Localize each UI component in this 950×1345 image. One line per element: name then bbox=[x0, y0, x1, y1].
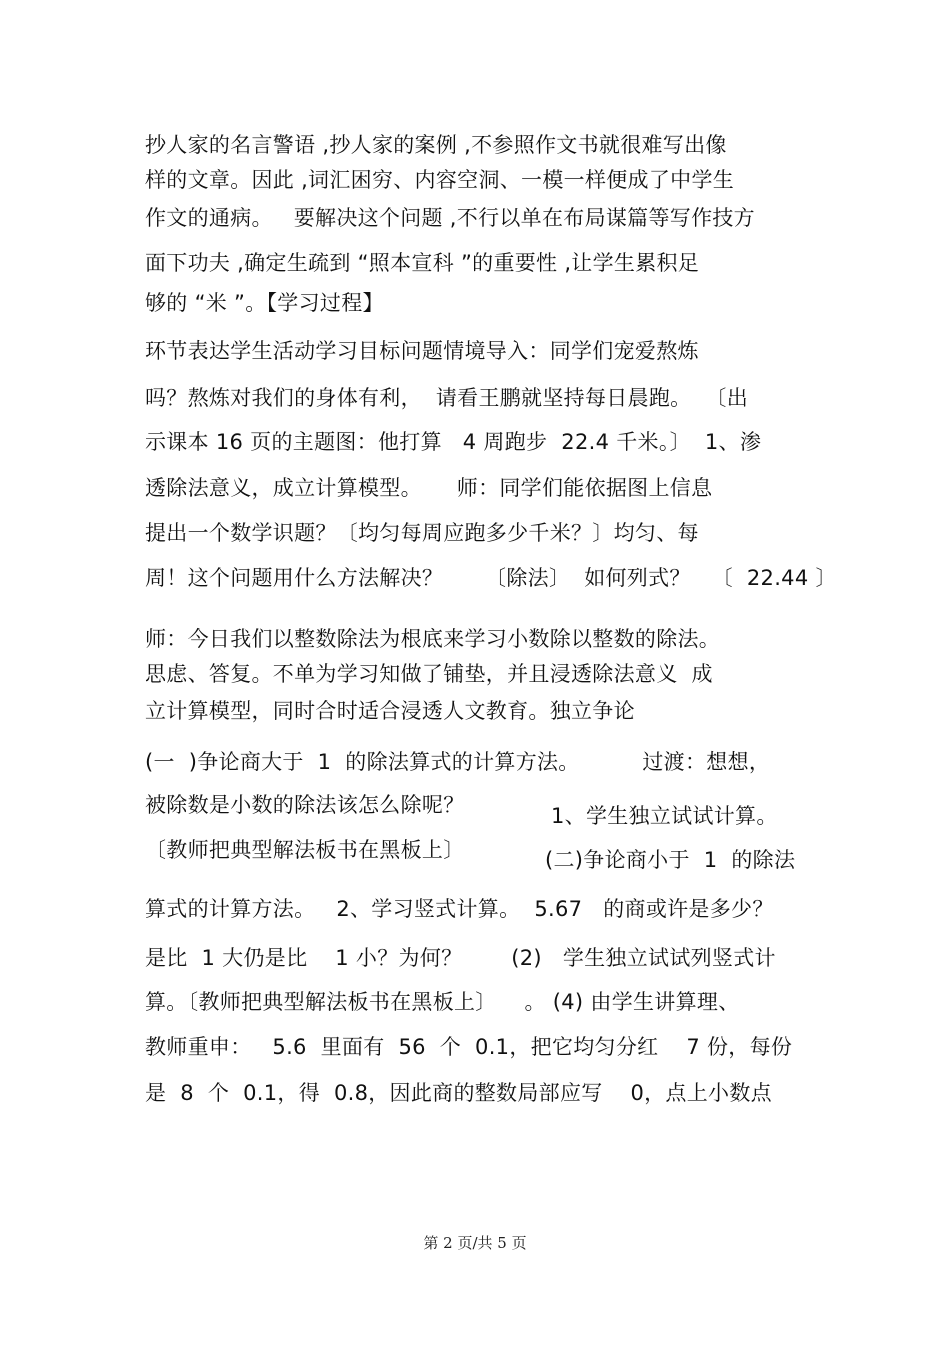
text-line: 教师重申： 5.6 里面有 56 个 0.1，把它均匀分红 7 份，每份 bbox=[145, 1035, 793, 1059]
text-line: 吗？熬炼对我们的身体有利， 请看王鹏就坚持每日晨跑。 〔出 bbox=[145, 386, 748, 410]
text-line: 1、学生独立试试计算。 bbox=[551, 804, 778, 828]
text-line: 样的文章。因此 ,词汇困穷、内容空洞、一模一样便成了中学生 bbox=[145, 168, 735, 192]
text-line: 算式的计算方法。 2、学习竖式计算。 5.67 的商或许是多少？ bbox=[145, 897, 774, 921]
text-line: 抄人家的名言警语 ,抄人家的案例 ,不参照作文书就很难写出像 bbox=[145, 133, 727, 157]
text-line: 周！这个问题用什么方法解决？ 〔除法〕 如何列式？ 〔 22.44 〕 bbox=[145, 566, 837, 590]
text-line: 够的 “米 ”。【学习过程】 bbox=[145, 291, 384, 315]
text-line: 算。〔教师把典型解法板书在黑板上〕 。 (4) 由学生讲算理、 bbox=[145, 990, 740, 1014]
text-line: 思虑、答复。不单为学习知做了铺垫，并且浸透除法意义 成 bbox=[145, 662, 713, 686]
text-line: 提出一个数学识题？〔均匀每周应跑多少千米？〕均匀、每 bbox=[145, 521, 699, 545]
text-line: 立计算模型，同时合时适合浸透人文教育。独立争论 bbox=[145, 699, 635, 723]
text-line: 是 8 个 0.1，得 0.8，因此商的整数局部应写 0，点上小数点 bbox=[145, 1081, 772, 1105]
text-line: 作文的通病。 要解决这个问题 ,不行以单在布局谋篇等写作技方 bbox=[145, 206, 755, 230]
text-line: 环节表达学生活动学习目标问题情境导入：同学们宠爱熬炼 bbox=[145, 339, 699, 363]
text-line: 示课本 16 页的主题图：他打算 4 周跑步 22.4 千米。〕 1、渗 bbox=[145, 430, 762, 454]
text-line: (一 )争论商大于 1 的除法算式的计算方法。 过渡：想想， bbox=[145, 750, 771, 774]
page-footer: 第 2 页/共 5 页 bbox=[423, 1234, 527, 1252]
text-line: (二)争论商小于 1 的除法 bbox=[545, 848, 796, 872]
text-line: 透除法意义，成立计算模型。 师：同学们能依据图上信息 bbox=[145, 476, 713, 500]
text-line: 是比 1 大仍是比 1 小？为何？ (2) 学生独立试试列竖式计 bbox=[145, 946, 776, 970]
text-line: 面下功夫 ,确定生疏到 “照本宣科 ”的重要性 ,让学生累积足 bbox=[145, 251, 700, 275]
text-line: 被除数是小数的除法该怎么除呢？ bbox=[145, 793, 465, 817]
text-line: 〔教师把典型解法板书在黑板上〕 bbox=[145, 838, 465, 862]
text-line: 师：今日我们以整数除法为根底来学习小数除以整数的除法。 bbox=[145, 627, 721, 651]
